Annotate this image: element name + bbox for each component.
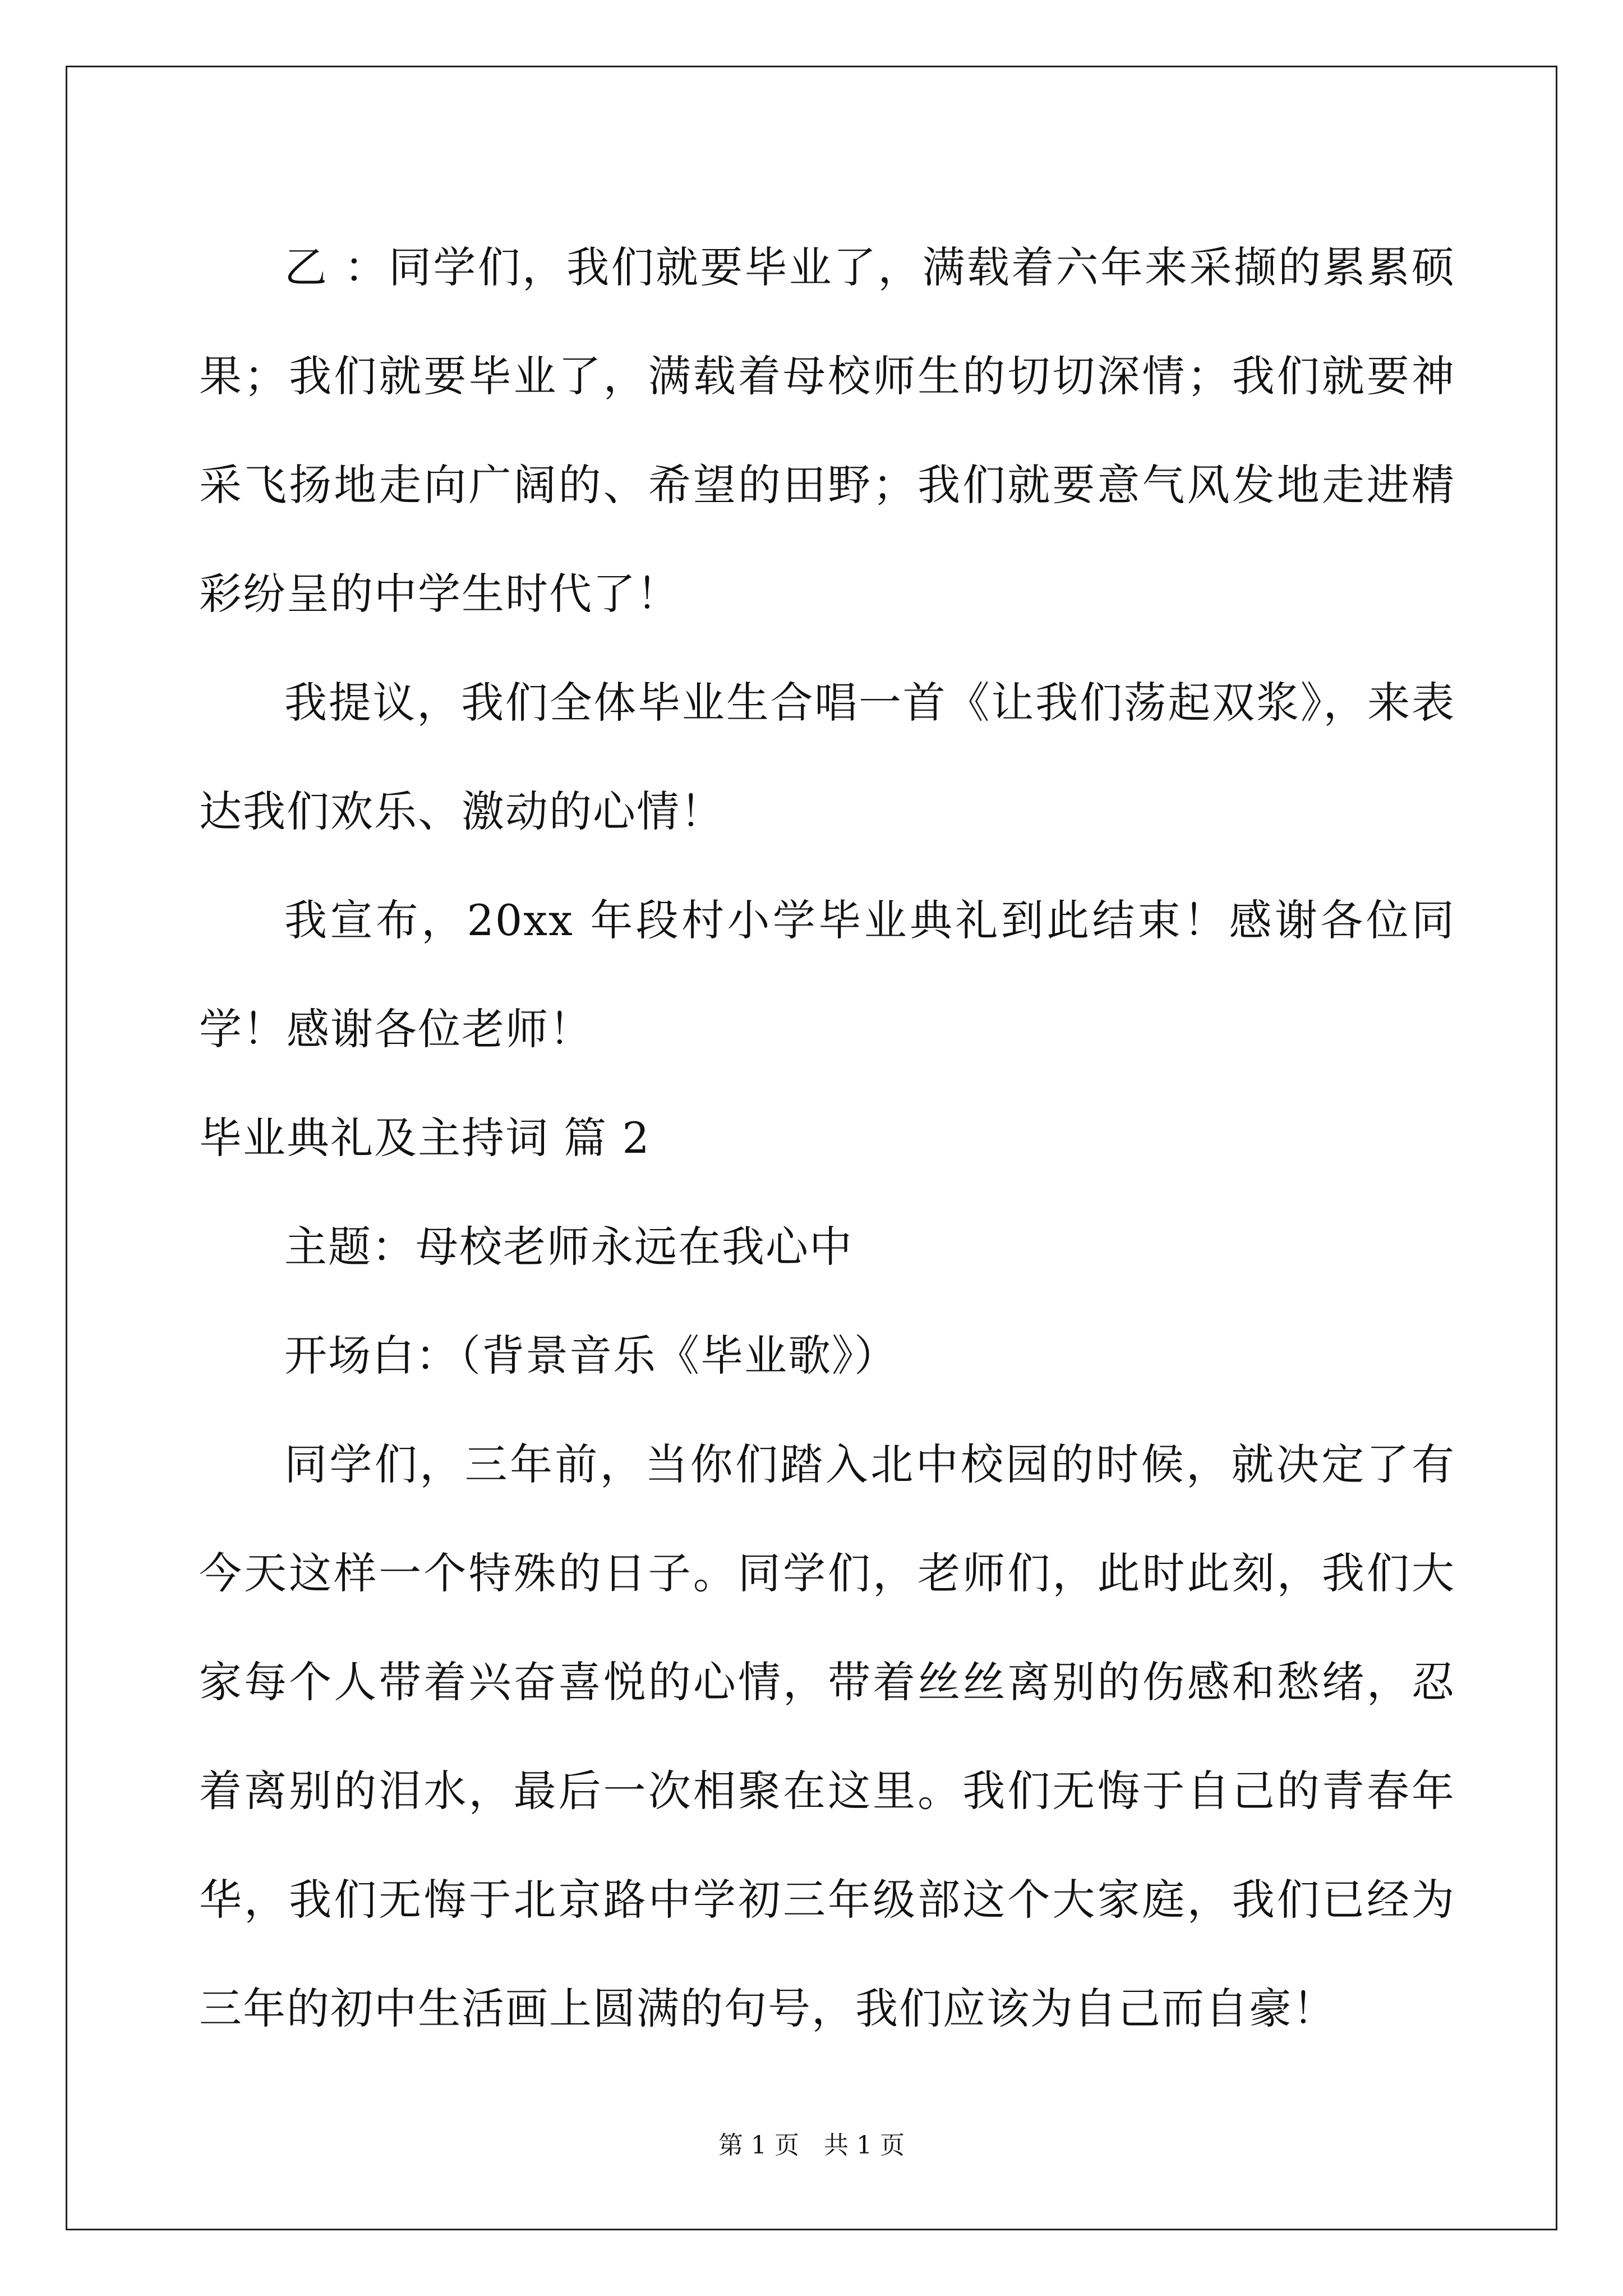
paragraph-opening-label: 开场白：（背景音乐《毕业歌》） xyxy=(284,1331,898,1381)
paragraph-closing-speech: 乙 ：同学们，我们就要毕业了，满载着六年来采撷的累累硕果；我们就要毕业了，满载着母校师生的切切深情；我们就要神采飞扬地走向广阔的、希望的田野；我们就要意气风发地走进精彩纷呈的中学生时代了！ xyxy=(199,242,1455,619)
document-body xyxy=(199,213,1455,2063)
paragraph-song-proposal: 我提议，我们全体毕业生合唱一首《让我们荡起双浆》，来表达我们欢乐、激动的心情！ xyxy=(199,678,1455,836)
paragraph-opening-speech: 同学们，三年前，当你们踏入北中校园的时候，就决定了有今天这样一个特殊的日子。同学们，老师们，此时此刻，我们大家每个人带着兴奋喜悦的心情，带着丝丝离别的伤感和愁绪，忍着离别的泪水，最后一次相聚在这里。我们无悔于自己的青春年华，我们无悔于北京路中学初三年级部这个大家庭，我们已经为三年的初中生活画上圆满的句号，我们应该为自己而自豪！ xyxy=(199,1439,1455,2033)
paragraph-ceremony-end: 我宣布，20xx 年段村小学毕业典礼到此结束！感谢各位同学！感谢各位老师！ xyxy=(199,895,1455,1054)
page-number-footer: 第 1 页 共 1 页 xyxy=(718,2131,905,2160)
section-heading: 毕业典礼及主持词 篇 2 xyxy=(199,1113,651,1163)
paragraph-theme: 主题：母校老师永远在我心中 xyxy=(284,1222,853,1272)
